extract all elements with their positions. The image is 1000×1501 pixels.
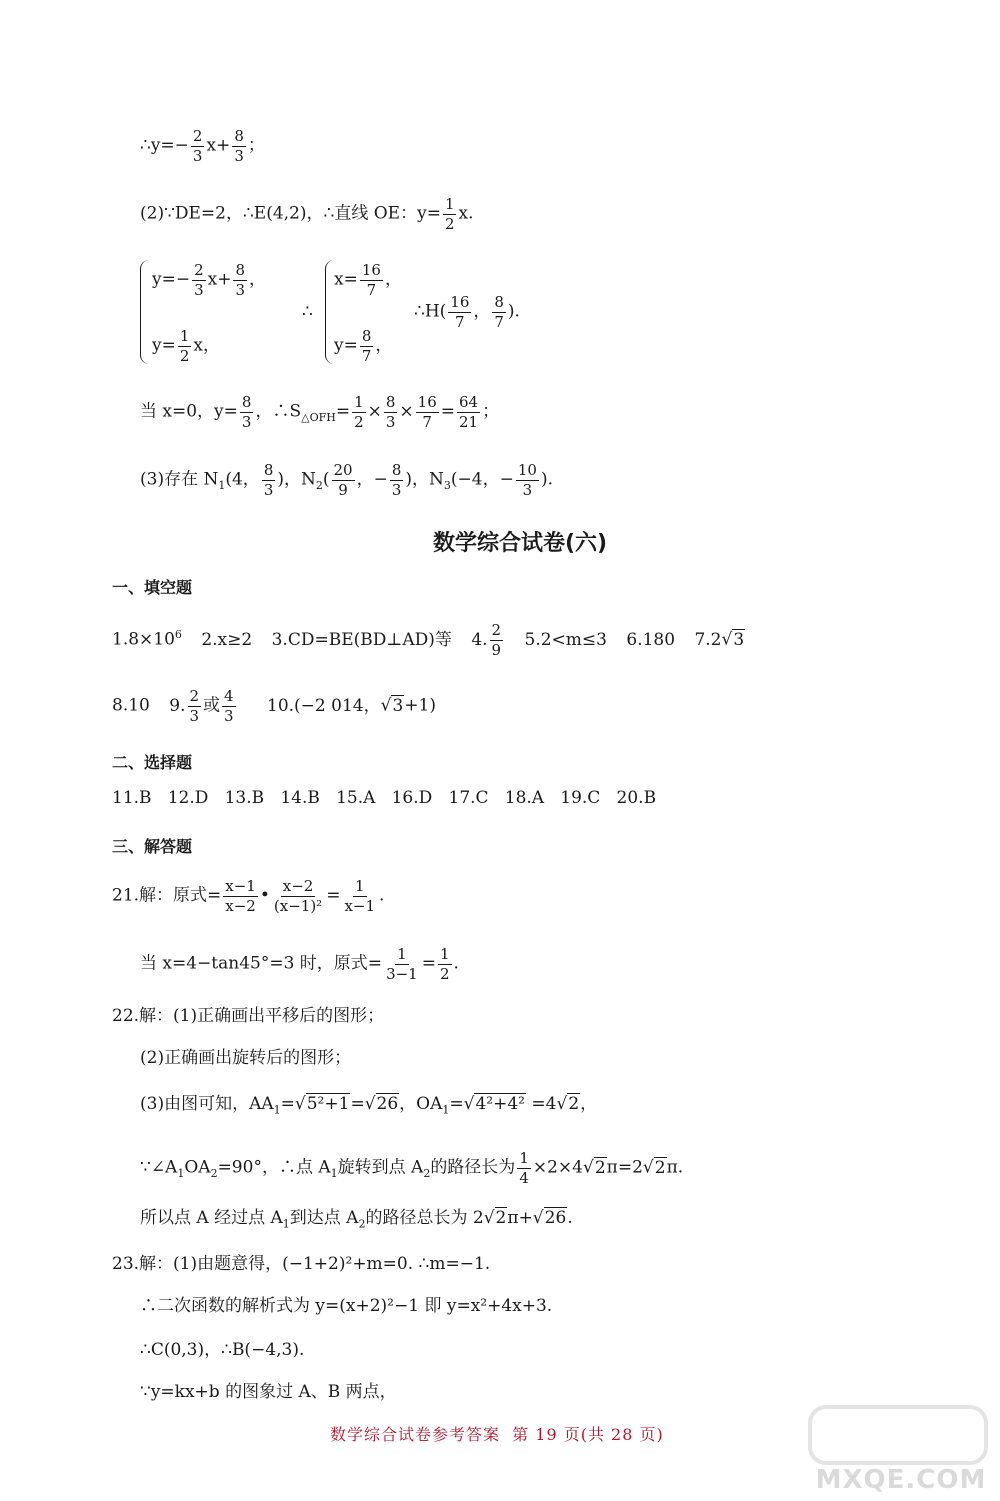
fraction: $\frac{16}{7}$ xyxy=(450,293,470,331)
fraction: $\frac{8}{3}$ xyxy=(263,461,274,499)
line-solution-1: ∴y=− $\frac{2}{3}$ x+ $\frac{8}{3}$ ； xyxy=(140,127,265,165)
watermark-logo-icon xyxy=(808,1405,988,1465)
fraction: $\frac{1}{4}$ xyxy=(519,1149,529,1187)
fraction: $\frac{20}{9}$ xyxy=(333,461,353,499)
fraction: $\frac{1}{2}$ xyxy=(439,945,450,983)
fraction: $\frac{8}{3}$ xyxy=(241,393,252,431)
section-heading-fill: 一、填空题 xyxy=(112,578,193,597)
fraction: $\frac{2}{3}$ xyxy=(189,687,200,725)
q23-line-1: 23.解：(1)由题意得，(−1+2)²+m=0. ∴m=−1. xyxy=(112,1254,491,1274)
fraction: $\frac{1}{2}$ xyxy=(354,393,364,431)
page-title: 数学综合试卷(六) xyxy=(432,531,608,556)
q22-line-3: (3)由图可知，$AA_1=√5^2+1=√26$，$OA_1=√4^2+4^2 =4√2$， xyxy=(140,1094,598,1117)
fraction: $\frac{2}{3}$ xyxy=(194,261,204,299)
section-heading-answer: 三、解答题 xyxy=(112,837,193,856)
line-area: 当 x=0，y= $\frac{8}{3}$ ，$\therefore S_{\triangle OFH}=$ $\frac{1}{2}$ × $\frac{8}{3}$ × $\frac{16}{7}$ = $\frac{64}{21}$ ； xyxy=(140,393,500,431)
point-h: ∴H( $\frac{16}{7}$ ， $\frac{8}{7}$ ). xyxy=(414,293,520,331)
fraction: $\frac{8}{7}$ xyxy=(494,293,504,331)
system-brace-2 xyxy=(325,260,334,364)
fraction: $\frac{16}{7}$ xyxy=(417,393,437,431)
system-eq-1: y=− $\frac{2}{3}$ x+ $\frac{8}{3}$ ， xyxy=(152,261,267,299)
fraction: $\frac{16}{7}$ xyxy=(361,261,381,299)
fraction: $\frac{8}{3}$ xyxy=(385,393,396,431)
system-sol-1: x= $\frac{16}{7}$ ， xyxy=(334,261,402,299)
fraction: $\frac{8}{3}$ xyxy=(391,461,402,499)
fraction: $\frac{1}{2}$ xyxy=(179,327,190,365)
fraction: $\frac{64}{21}$ xyxy=(459,393,479,431)
system-sol-2: y= $\frac{8}{7}$ ， xyxy=(334,327,393,365)
fraction: $\frac{8}{7}$ xyxy=(361,327,372,365)
fraction: $\frac{2}{3}$ xyxy=(192,127,203,165)
fraction: $\frac{x-1}{x-2}$ xyxy=(225,877,256,915)
q22-line-4: $\because\angle A_1OA_2=90^\circ$，∴点 $A_1$旋转到点 $A_2$的路径长为 $\frac{1}{4}$ ×2×4√2π=2√2π. xyxy=(140,1149,684,1187)
system-brace-1 xyxy=(140,260,149,364)
fraction: $\frac{8}{3}$ xyxy=(235,261,246,299)
therefore-symbol: ∴ xyxy=(302,302,313,322)
choice-answers: 11.B 12.D 13.B 14.B 15.A 16.D 17.C 18.A 19.C 20.B xyxy=(112,788,657,808)
watermark-text: MXQE.COM xyxy=(815,1465,987,1495)
line-existence: (3)存在 $N_1(4$， $\frac{8}{3}$ )，$N_2$( $\frac{20}{9}$ ，− $\frac{8}{3}$ )，$N_3(-4$，− $\frac{10}{3}$ ). xyxy=(140,461,553,499)
q23-line-3: ∴C(0,3)，∴B(−4,3). xyxy=(140,1340,305,1360)
fill-answers-row-2: 8.10 9. $\frac{2}{3}$ 或 $\frac{4}{3}$ 10.(−2 014，√3+1) xyxy=(112,687,436,725)
q21-line-2: 当 x=4−tan45°=3 时，原式= $\frac{1}{3-1}$ = $\frac{1}{2}$ . xyxy=(140,945,459,983)
watermark xyxy=(808,1405,994,1495)
q22-line-2: (2)正确画出旋转后的图形； xyxy=(140,1048,352,1068)
q22-line-5: 所以点 A 经过点 $A_1$到达点 $A_2$的路径总长为 2√2π+√26. xyxy=(140,1208,573,1231)
section-heading-choice: 二、选择题 xyxy=(112,753,193,772)
q21-line-1: 21.解：原式= $\frac{x-1}{x-2}$ • $\frac{x-2}{\text{(x−1)²}}$ = $\frac{1}{x-1}$ . xyxy=(112,877,385,915)
line-solution-2: (2)∵DE=2，∴E(4,2)，∴直线 OE：y= $\frac{1}{2}$ x. xyxy=(140,195,474,233)
fraction: $\frac{1}{3-1}$ xyxy=(386,945,418,983)
fraction: $\frac{8}{3}$ xyxy=(234,127,244,165)
fraction: $\frac{1}{2}$ xyxy=(444,195,455,233)
system-eq-2: y= $\frac{1}{2}$ x， xyxy=(152,327,220,365)
fraction: $\frac{1}{x-1}$ xyxy=(344,877,376,915)
fraction: $\frac{2}{9}$ xyxy=(491,621,502,659)
fraction: $\frac{4}{3}$ xyxy=(224,687,234,725)
q22-line-1: 22.解：(1)正确画出平移后的图形； xyxy=(112,1006,385,1026)
q23-line-2: ∴二次函数的解析式为 y=(x+2)²−1 即 y=x²+4x+3. xyxy=(140,1296,553,1316)
fraction: $\frac{x-2}{\text{(x−1)²}}$ xyxy=(273,877,323,915)
fraction: $\frac{10}{3}$ xyxy=(517,461,537,499)
q23-line-4: ∵y=kx+b 的图象过 A、B 两点， xyxy=(140,1382,397,1402)
fill-answers-row-1: $1.8\times 10^6$ 2.x≥2 3.CD=BE(BD⊥AD)等 4. $\frac{2}{9}$ 5.2<m≤3 6.180 7.2√3 xyxy=(112,621,745,659)
page-footer: 数学综合试卷参考答案 第 19 页(共 28 页) xyxy=(330,1425,664,1444)
